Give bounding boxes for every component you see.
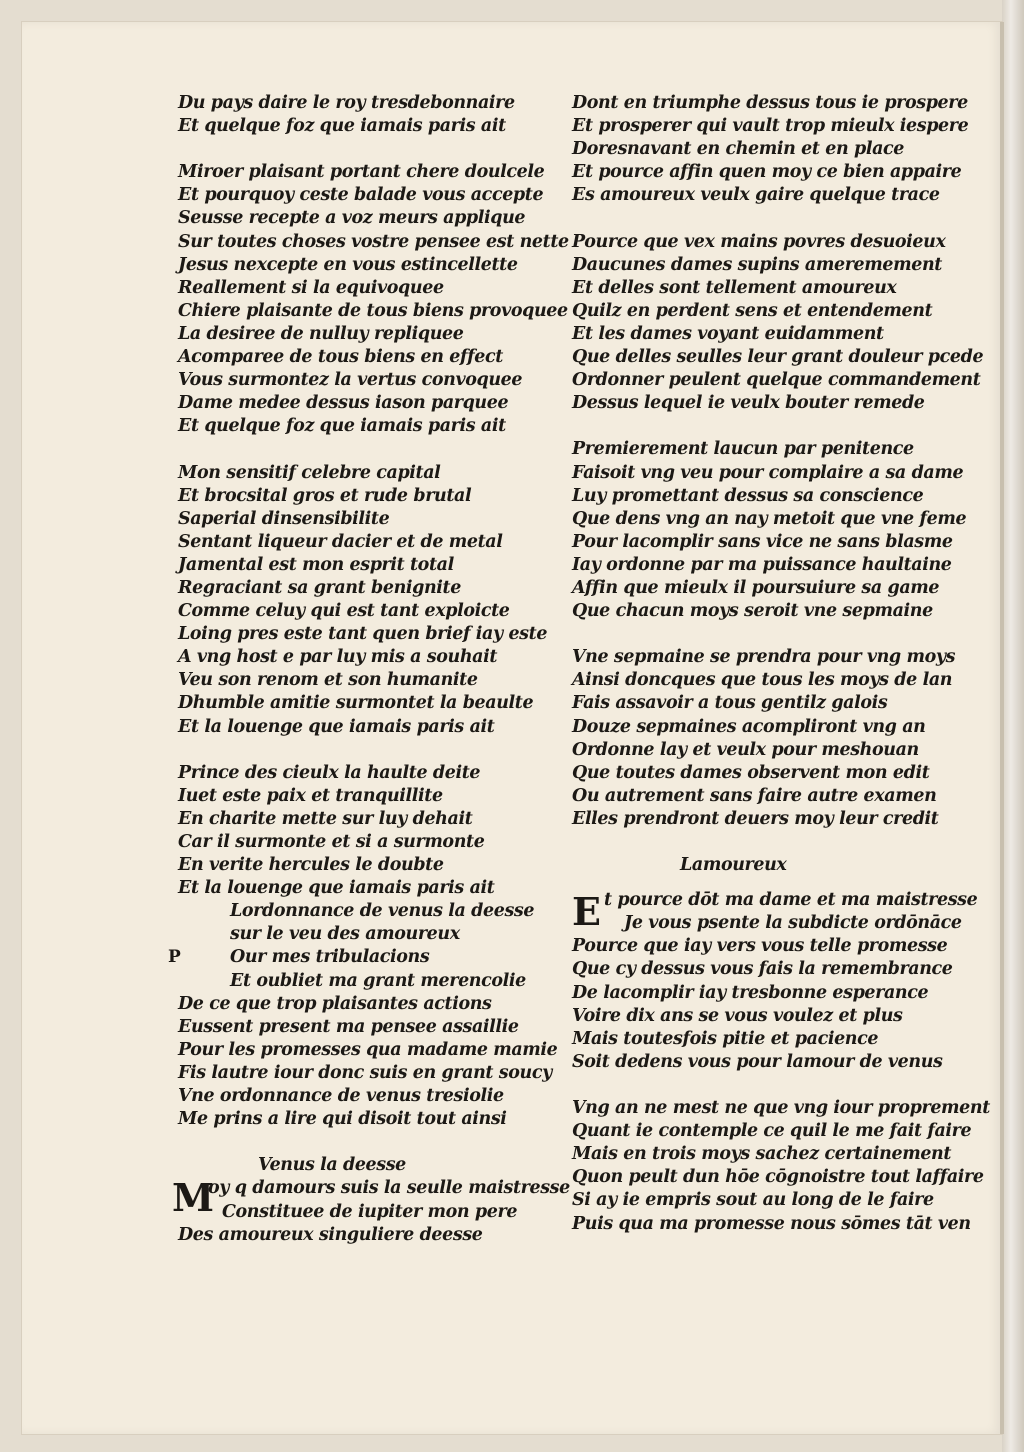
text-line: Pour les promesses qua madame mamie: [178, 1039, 558, 1060]
page-gutter: [1000, 22, 1004, 1434]
text-line: Reallement si la equivoquee: [178, 277, 444, 298]
text-line: Des amoureux singuliere deesse: [178, 1224, 483, 1245]
text-line: Luy promettant dessus sa conscience: [572, 485, 924, 506]
text-line: Our mes tribulacions: [230, 947, 430, 968]
text-line: Elles prendront deuers moy leur credit: [572, 808, 939, 829]
text-line: Et les dames voyant euidamment: [572, 323, 884, 344]
text-line: Ordonne lay et veulx pour meshouan: [572, 739, 919, 760]
adjacent-page-edge: [1002, 0, 1024, 1452]
text-line: Car il surmonte et si a surmonte: [178, 832, 485, 852]
left-stanza-4: [178, 762, 548, 901]
left-stanza-2: [178, 161, 569, 438]
text-line: Vous surmontez la vertus convoquee: [178, 370, 523, 391]
text-line: Et pource affin quen moy ce bien appaire: [572, 162, 962, 183]
text-line: Regraciant sa grant benignite: [178, 577, 461, 598]
text-line: Dhumble amitie surmontet la beaulte: [178, 693, 534, 714]
drop-initial: E: [572, 889, 601, 935]
text-line: Fais assavoir a tous gentilz galois: [572, 693, 888, 714]
text-line: Dame medee dessus iason parquee: [178, 393, 509, 414]
text-line: En charite mette sur luy dehait: [178, 808, 473, 829]
text-line: Chiere plaisante de tous biens provoquee: [178, 300, 568, 321]
text-line: Eussent present ma pensee assaillie: [178, 1016, 519, 1037]
marginal-guide-letter: P: [168, 947, 181, 968]
text-line: Et prosperer qui vault trop mieulx iespere: [572, 116, 969, 137]
text-line: Quon peult dun hōe cōgnoistre tout laffaire: [572, 1167, 984, 1188]
text-line: Veu son renom et son humanite: [178, 670, 478, 691]
text-line: Jesus nexcepte en vous estincellette: [178, 254, 518, 275]
text-line: Ainsi doncques que tous les moys de lan: [572, 670, 953, 691]
text-line: Sentant liqueur dacier et de metal: [178, 531, 503, 552]
text-line: Dont en triumphe dessus tous ie prospere: [572, 93, 968, 113]
text-line: De lacomplir iay tresbonne esperance: [572, 982, 929, 1003]
text-line: Que cy dessus vous fais la remembrance: [572, 959, 953, 980]
text-line: Mais en trois moys sachez certainement: [572, 1144, 952, 1165]
text-line: Daucunes dames supins ameremement: [572, 254, 942, 275]
text-line: Loing pres este tant quen brief iay este: [178, 624, 548, 645]
text-line: Que delles seulles leur grant douleur pcede: [572, 347, 984, 368]
text-line: Dessus lequel ie veulx bouter remede: [572, 393, 925, 414]
right-stanza-2: [572, 231, 984, 416]
right-stanza-5: [572, 889, 978, 1074]
drop-initial: M: [172, 1175, 214, 1221]
text-line: Ordonner peulent quelque commandement: [572, 370, 981, 391]
text-line: Que dens vng an nay metoit que vne feme: [572, 508, 967, 529]
text-line: Faisoit vng veu pour complaire a sa dame: [572, 462, 964, 483]
text-line: Comme celuy qui est tant exploicte: [178, 601, 510, 622]
text-line: Miroer plaisant portant chere doulcele: [178, 162, 545, 183]
section-heading: Lamoureux: [680, 855, 787, 876]
text-line: t pource dōt ma dame et ma maistresse: [604, 890, 978, 911]
right-stanza-1: [572, 92, 969, 207]
text-line: Vne ordonnance de venus tresiolie: [178, 1086, 504, 1107]
venus-speech: [172, 1175, 570, 1246]
left-text-column: [168, 92, 570, 1247]
text-line: Es amoureux veulx gaire quelque trace: [572, 185, 940, 206]
text-line: Mon sensitif celebre capital: [178, 462, 441, 483]
text-line: Et quelque foz que iamais paris ait: [178, 416, 506, 437]
text-line: Et la louenge que iamais paris ait: [178, 878, 495, 899]
text-line: Voire dix ans se vous voulez et plus: [572, 1005, 903, 1026]
text-line: Soit dedens vous pour lamour de venus: [572, 1051, 943, 1072]
left-stanza-3: [178, 462, 548, 739]
text-line: Du pays daire le roy tresdebonnaire: [178, 93, 515, 113]
rubric-line: sur le veu des amoureux: [230, 924, 460, 945]
text-line: Premierement laucun par penitence: [572, 439, 914, 460]
text-line: Si ay ie empris sout au long de le faire: [572, 1190, 934, 1211]
text-line: Acomparee de tous biens en effect: [178, 347, 503, 368]
text-line: Mais toutesfois pitie et pacience: [572, 1028, 879, 1049]
rubric-line: Lordonnance de venus la deesse: [230, 901, 535, 922]
text-line: Prince des cieulx la haulte deite: [178, 762, 481, 783]
text-line: Constituee de iupiter mon pere: [222, 1201, 518, 1222]
text-line: Jamental est mon esprit total: [178, 554, 454, 575]
text-line: Fis lautre iour donc suis en grant soucy: [178, 1062, 552, 1083]
text-line: Vne sepmaine se prendra pour vng moys: [572, 647, 956, 668]
text-line: Ou autrement sans faire autre examen: [572, 785, 937, 806]
text-line: Quilz en perdent sens et entendement: [572, 300, 933, 321]
text-line: Pour lacomplir sans vice ne sans blasme: [572, 531, 953, 552]
text-line: Seusse recepte a voz meurs applique: [178, 208, 526, 229]
section-heading: Venus la deesse: [258, 1155, 406, 1176]
text-line: La desiree de nulluy repliquee: [178, 323, 464, 344]
text-line: Doresnavant en chemin et en place: [572, 139, 905, 160]
right-text-column: [572, 92, 990, 1236]
text-line: Quant ie contemple ce quil le me fait faire: [572, 1121, 972, 1142]
left-stanza-1: [178, 92, 548, 138]
text-line: Que toutes dames observent mon edit: [572, 762, 930, 783]
text-line: De ce que trop plaisantes actions: [178, 993, 492, 1014]
text-line: Et quelque foz que iamais paris ait: [178, 116, 506, 137]
text-line: Sur toutes choses vostre pensee est nette: [178, 231, 569, 252]
text-line: Vng an ne mest ne que vng iour proprement: [572, 1098, 990, 1119]
left-stanza-5: [168, 946, 558, 1131]
text-line: Me prins a lire qui disoit tout ainsi: [178, 1109, 507, 1130]
text-line: Et delles sont tellement amoureux: [572, 277, 897, 298]
text-line: Pource que iay vers vous telle promesse: [572, 936, 948, 957]
text-line: Que chacun moys seroit vne sepmaine: [572, 601, 933, 622]
text-line: Iuet este paix et tranquillite: [178, 785, 443, 806]
text-line: A vng host e par luy mis a souhait: [178, 647, 498, 668]
right-stanza-6: [572, 1097, 990, 1236]
text-line: Iay ordonne par ma puissance haultaine: [572, 554, 952, 575]
text-line: oy q damours suis la seulle maistresse: [208, 1178, 570, 1199]
right-stanza-3: [572, 438, 967, 623]
text-line: Et pourquoy ceste balade vous accepte: [178, 185, 544, 206]
text-line: Je vous psente la subdicte ordōnāce: [624, 913, 962, 934]
text-line: Et brocsital gros et rude brutal: [178, 485, 472, 506]
text-line: Et la louenge que iamais paris ait: [178, 716, 495, 737]
text-line: Puis qua ma promesse nous sōmes tāt ven: [572, 1213, 971, 1234]
rubric: [178, 900, 548, 946]
text-line: Affin que mieulx il poursuiure sa game: [572, 577, 940, 598]
text-line: Pource que vex mains povres desuoieux: [572, 231, 946, 252]
text-line: En verite hercules le doubte: [178, 855, 444, 876]
right-stanza-4: [572, 646, 962, 831]
text-line: Saperial dinsensibilite: [178, 508, 390, 529]
text-line: Douze sepmaines acompliront vng an: [572, 716, 926, 737]
text-line: Et oubliet ma grant merencolie: [230, 970, 526, 991]
